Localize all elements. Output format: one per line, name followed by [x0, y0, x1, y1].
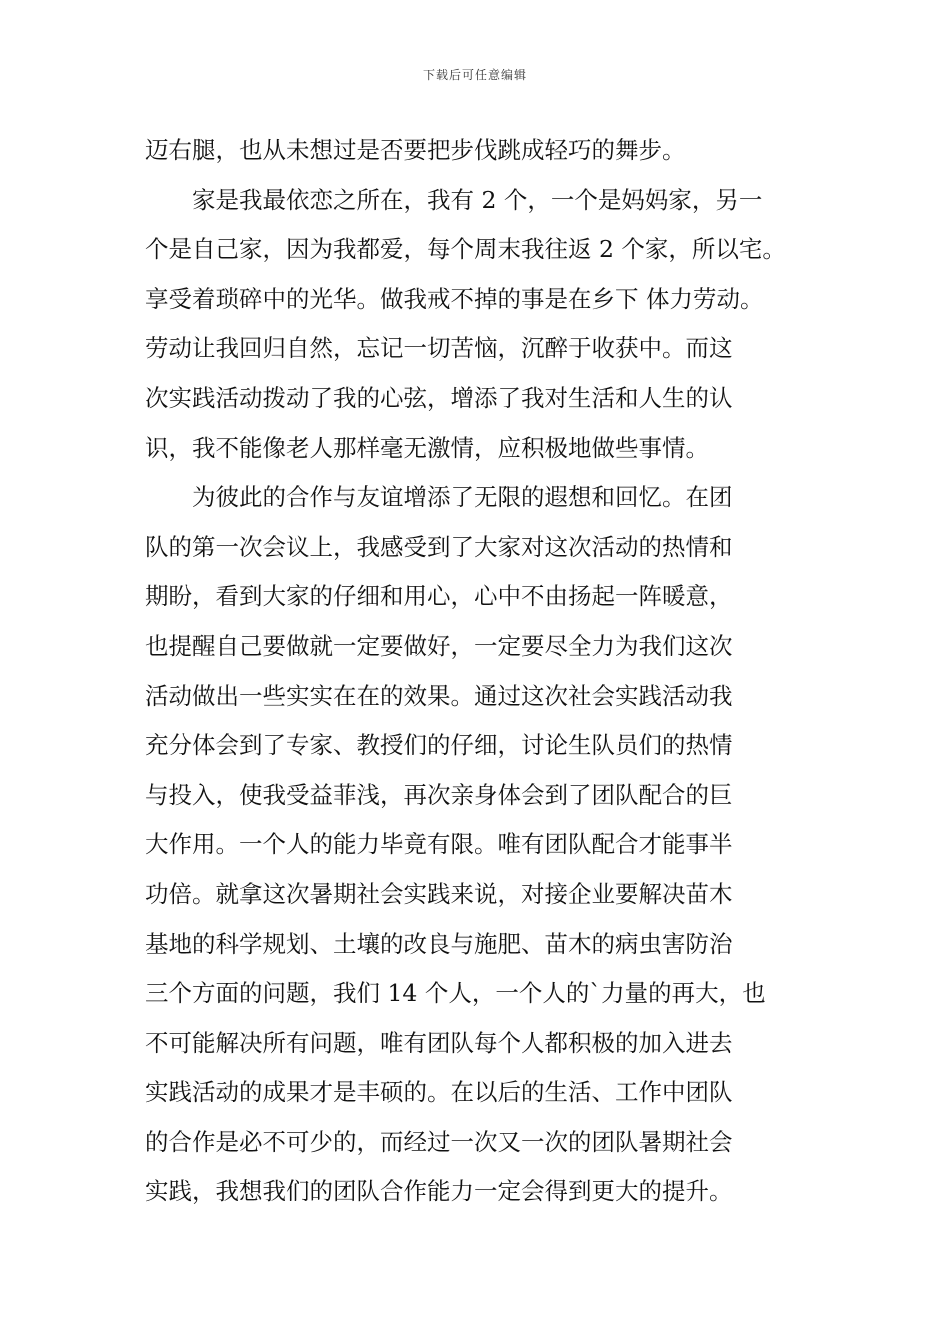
- page-header: 下载后可任意编辑: [422, 68, 527, 82]
- text-line: 三个方面的问题，我们 14 个人，一个人的`力量的再大，也: [145, 979, 766, 1008]
- text-line: 实践，我想我们的团队合作能力一定会得到更大的提升。: [145, 1177, 733, 1206]
- text-line: 活动做出一些实实在在的效果。通过这次社会实践活动我: [145, 681, 733, 710]
- text-line: 家是我最依恋之所在，我有 2 个，一个是妈妈家，另一: [145, 185, 763, 214]
- text-line: 期盼，看到大家的仔细和用心，心中不由扬起一阵暖意，: [145, 582, 733, 611]
- text-line: 享受着琐碎中的光华。做我戒不掉的事是在乡下 体力劳动。: [145, 284, 764, 313]
- text-line: 识，我不能像老人那样毫无激情，应积极地做些事情。: [145, 433, 709, 462]
- text-line: 大作用。一个人的能力毕竟有限。唯有团队配合才能事半: [145, 830, 733, 859]
- text-line: 实践活动的成果才是丰硕的。在以后的生活、工作中团队: [145, 1078, 733, 1107]
- text-line: 迈右腿，也从未想过是否要把步伐跳成轻巧的舞步。: [145, 136, 686, 164]
- document-body: [145, 126, 825, 1217]
- text-line: 也提醒自己要做就一定要做好，一定要尽全力为我们这次: [145, 631, 733, 660]
- text-line: 的合作是必不可少的，而经过一次又一次的团队暑期社会: [145, 1127, 733, 1156]
- text-line: 充分体会到了专家、教授们的仔细，讨论生队员们的热情: [145, 731, 733, 760]
- text-line: 队的第一次会议上，我感受到了大家对这次活动的热情和: [145, 532, 733, 561]
- text-line: 个是自己家，因为我都爱，每个周末我往返 2 个家，所以宅。: [145, 235, 786, 264]
- text-line: 功倍。就拿这次暑期社会实践来说，对接企业要解决苗木: [145, 879, 733, 908]
- text-line: 不可能解决所有问题，唯有团队每个人都积极的加入进去: [145, 1028, 733, 1057]
- text-line: 劳动让我回归自然，忘记一切苦恼，沉醉于收获中。而这: [145, 334, 733, 363]
- text-line: 为彼此的合作与友谊增添了无限的遐想和回忆。在团: [145, 483, 733, 512]
- text-line: 基地的科学规划、土壤的改良与施肥、苗木的病虫害防治: [145, 929, 733, 958]
- text-line: 次实践活动拨动了我的心弦，增添了我对生活和人生的认: [145, 383, 733, 412]
- text-line: 与投入，使我受益菲浅，再次亲身体会到了团队配合的巨: [145, 780, 733, 809]
